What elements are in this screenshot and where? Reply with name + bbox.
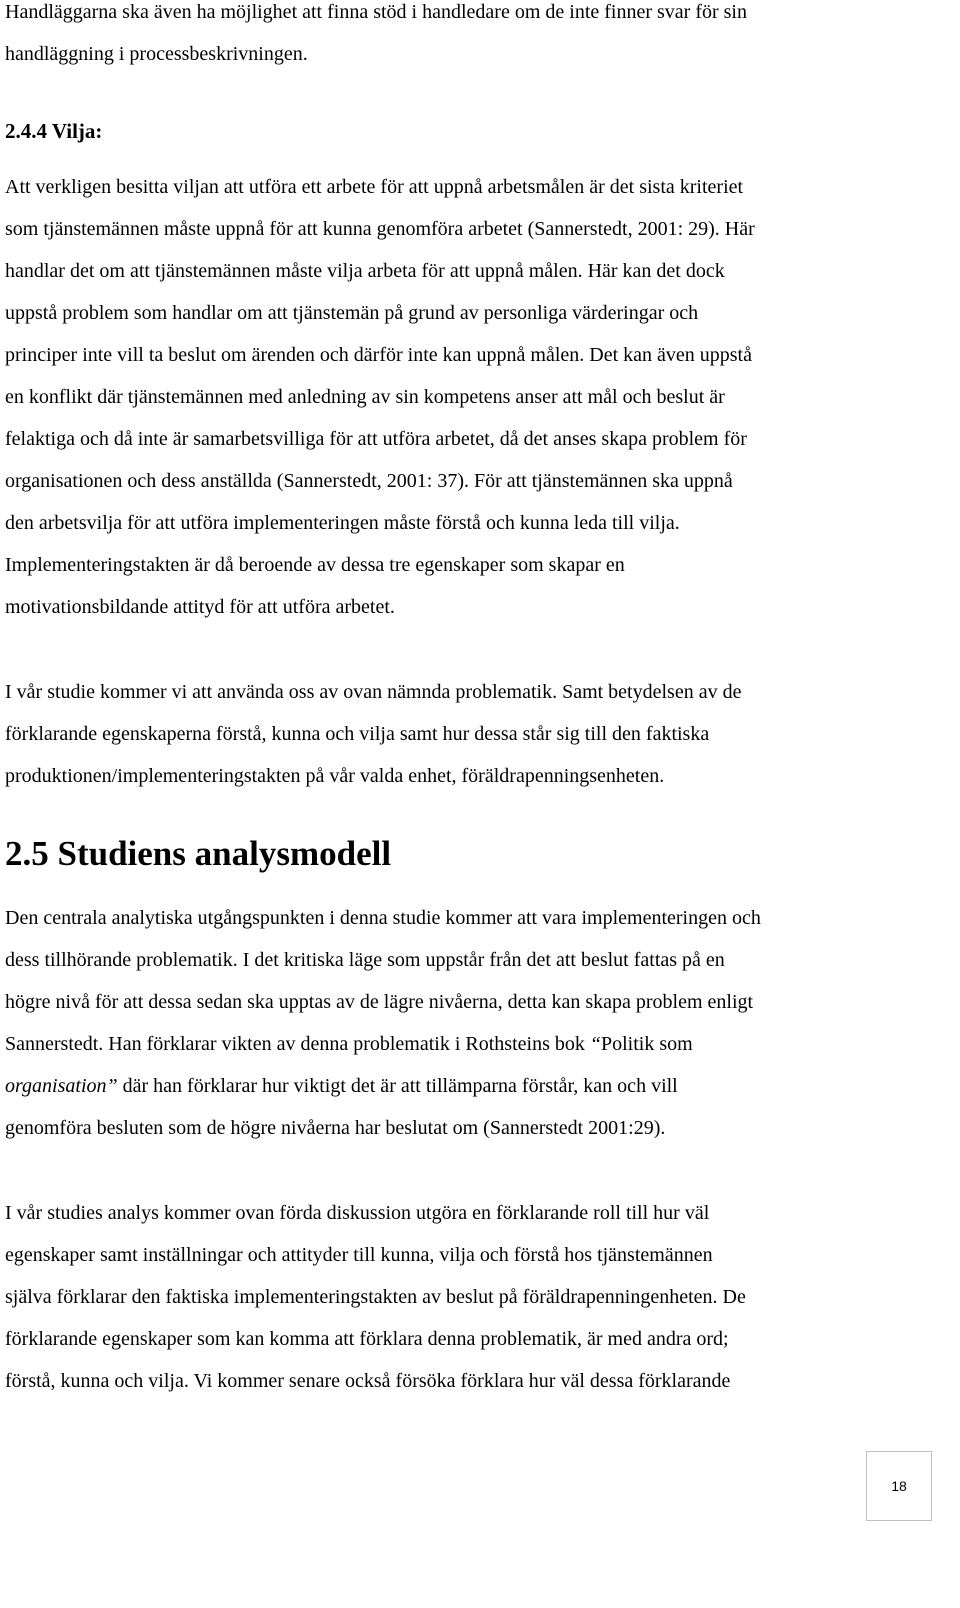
body-line: som tjänstemännen måste uppnå för att kunna genomföra arbetet (Sannerstedt, 2001: 29). Här — [5, 218, 755, 240]
intro-line-1: Handläggarna ska även ha möjlighet att finna stöd i handledare om de inte finner svar för sin — [5, 1, 747, 23]
body-line: handlar det om att tjänstemännen måste vilja arbeta för att uppnå målen. Här kan det dock — [5, 260, 725, 282]
body-line: Implementeringstakten är då beroende av dessa tre egenskaper som skapar en — [5, 554, 625, 576]
body-line: en konflikt där tjänstemännen med anledning av sin kompetens anser att mål och beslut är — [5, 386, 725, 408]
body-line: dess tillhörande problematik. I det kritiska läge som uppstår från det att beslut fattas på en — [5, 949, 725, 971]
body-line: den arbetsvilja för att utföra implementeringen måste förstå och kunna leda till vilja. — [5, 512, 680, 534]
body-line — [5, 1032, 693, 1056]
body-line — [5, 1074, 678, 1098]
body-line: produktionen/implementeringstakten på vår valda enhet, föräldrapenningsenheten. — [5, 765, 665, 787]
body-line: uppstå problem som handlar om att tjänstemän på grund av personliga värderingar och — [5, 302, 699, 324]
body-line: principer inte vill ta beslut om ärenden och därför inte kan uppnå målen. Det kan även uppstå — [5, 344, 752, 366]
page-number: 18 — [866, 1451, 932, 1521]
body-line: egenskaper samt inställningar och attityder till kunna, vilja och förstå hos tjänstemännen — [5, 1244, 713, 1266]
body-line: I vår studie kommer vi att använda oss av ovan nämnda problematik. Samt betydelsen av de — [5, 681, 742, 703]
close-quote: ” — [106, 1075, 118, 1097]
open-quote: “ — [589, 1033, 601, 1055]
body-line: högre nivå för att dessa sedan ska upptas av de lägre nivåerna, detta kan skapa problem enligt — [5, 991, 754, 1013]
body-line: förklarande egenskaper som kan komma att förklara denna problematik, är med andra ord; — [5, 1328, 729, 1350]
body-line: förstå, kunna och vilja. Vi kommer senare också försöka förklara hur väl dessa förklarande — [5, 1370, 731, 1392]
body-line: genomföra besluten som de högre nivåerna har beslutat om (Sannerstedt 2001:29). — [5, 1117, 666, 1139]
intro-line-2: handläggning i processbeskrivningen. — [5, 43, 308, 65]
body-line: organisationen och dess anställda (Sannerstedt, 2001: 37). För att tjänstemännen ska uppnå — [5, 470, 733, 492]
body-line: själva förklarar den faktiska implementeringstakten av beslut på föräldrapenningenheten. De — [5, 1286, 746, 1308]
section-heading-2-5: 2.5 Studiens analysmodell — [5, 834, 392, 873]
section-heading-2-4-4: 2.4.4 Vilja: — [5, 119, 103, 143]
book-title-part2: organisation — [5, 1075, 107, 1097]
book-title-part1: Politik som — [600, 1033, 693, 1055]
body-line: felaktiga och då inte är samarbetsvilliga för att utföra arbetet, då det anses skapa problem för — [5, 428, 747, 450]
body-line: Den centrala analytiska utgångspunkten i denna studie kommer att vara implementeringen och — [5, 907, 761, 929]
body-line: motivationsbildande attityd för att utföra arbetet. — [5, 596, 395, 618]
body-line: förklarande egenskaperna förstå, kunna och vilja samt hur dessa står sig till den faktiska — [5, 723, 710, 745]
body-line: Att verkligen besitta viljan att utföra ett arbete för att uppnå arbetsmålen är det sista kriteriet — [5, 176, 744, 198]
body-text: där han förklarar hur viktigt det är att tillämparna förstår, kan och vill — [117, 1075, 678, 1097]
body-line: I vår studies analys kommer ovan förda diskussion utgöra en förklarande roll till hur väl — [5, 1202, 710, 1224]
body-text: Sannerstedt. Han förklarar vikten av denna problematik i Rothsteins bok — [5, 1033, 590, 1055]
